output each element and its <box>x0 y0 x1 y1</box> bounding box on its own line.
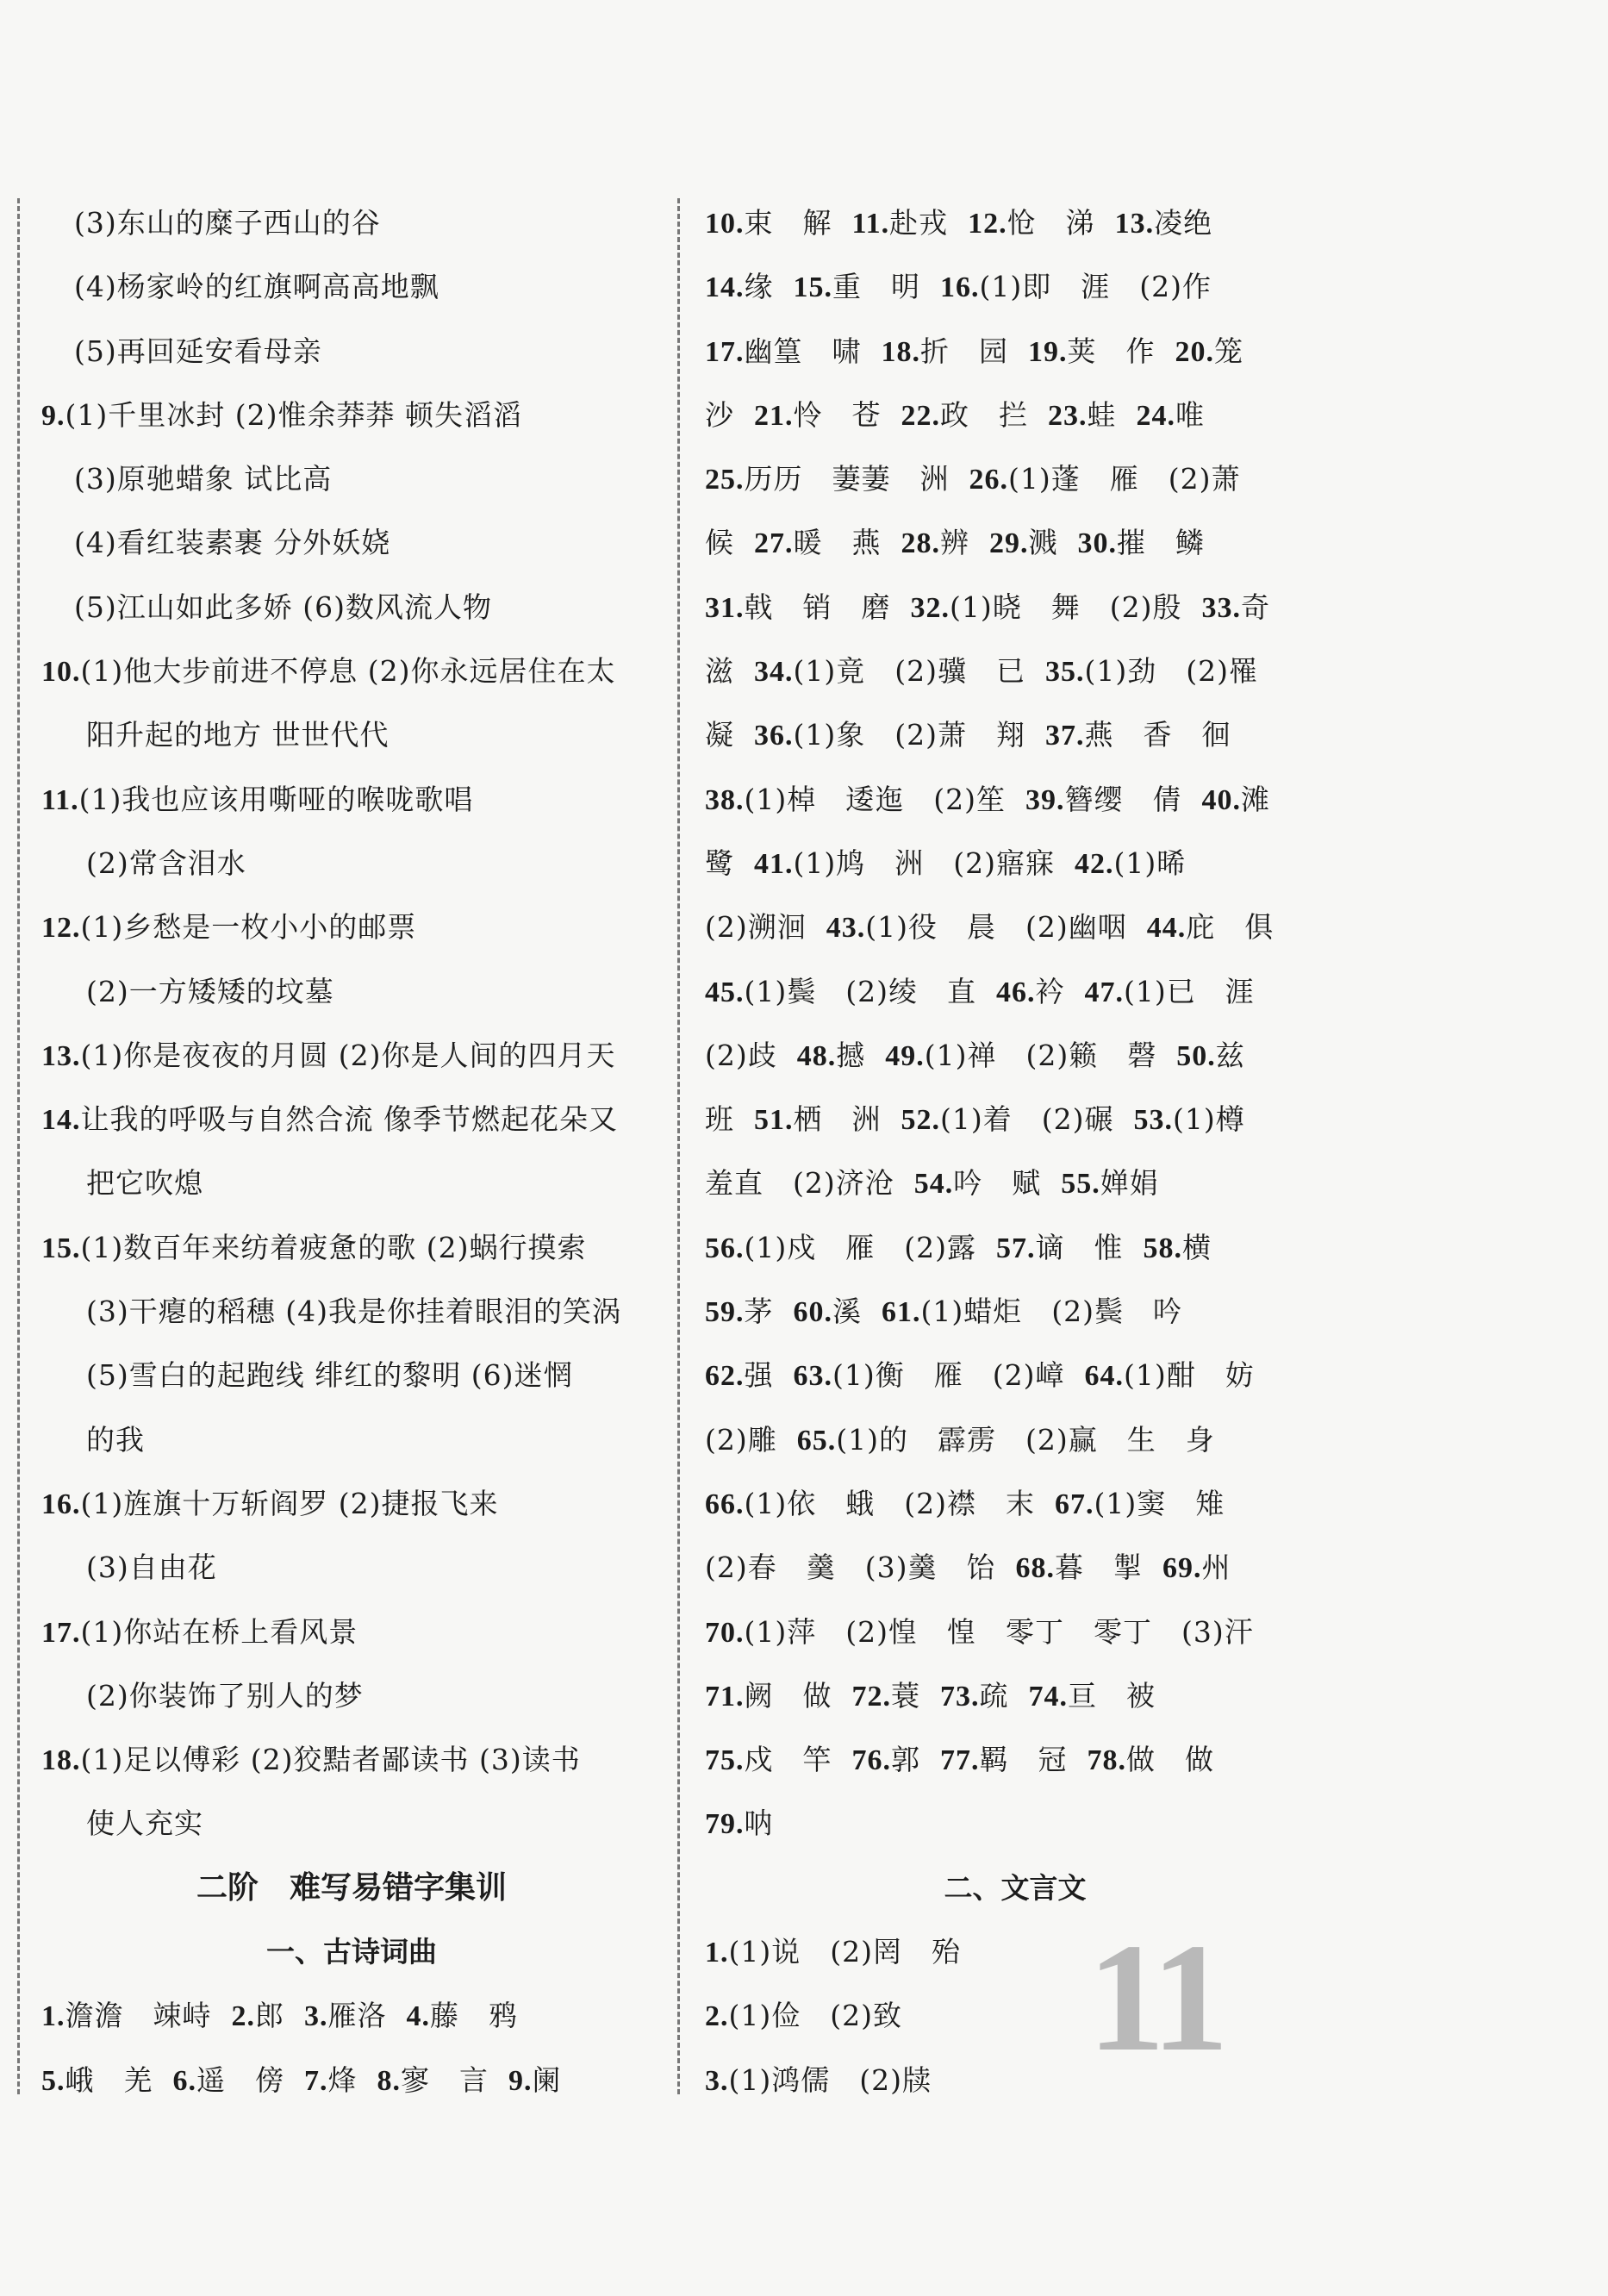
answer-text: 辨 <box>939 526 969 560</box>
answer-text: 笼 <box>1213 334 1243 368</box>
wenyan-answer-list <box>705 1912 1325 2112</box>
answer-text: (1)禅 (2)籁 磬 <box>924 1038 1157 1072</box>
question-number: 34. <box>753 656 794 689</box>
question-number: 15. <box>793 271 832 304</box>
answer-text: 茅 <box>744 1295 774 1329</box>
question-number: 79. <box>705 1808 745 1841</box>
answer-text: 沙 <box>705 397 734 432</box>
answer-line <box>705 1088 1325 1151</box>
question-number: 23. <box>1047 399 1088 432</box>
question-number: 46. <box>995 976 1036 1008</box>
column-divider-dashed-line <box>677 198 680 2094</box>
question-number: 77. <box>939 1744 980 1777</box>
answer-text: (1)着 (2)碾 <box>939 1102 1114 1137</box>
answer-text: 溪 <box>832 1295 862 1329</box>
answer-text: (1)说 (2)罔 殆 <box>728 1935 961 1969</box>
question-number: 73. <box>939 1680 980 1713</box>
question-number: 16. <box>939 271 980 304</box>
answer-text: (1)俭 (2)致 <box>728 1999 902 2033</box>
answer-line <box>705 1216 1325 1280</box>
answer-text: (2)春 羹 (3)羹 饴 <box>705 1550 996 1585</box>
answer-text: 幽篁 啸 <box>744 334 862 368</box>
question-number: 66. <box>705 1488 745 1520</box>
question-number: 62. <box>705 1360 745 1393</box>
question-number: 1. <box>705 1937 729 1969</box>
vocab-answer-list <box>705 191 1325 1856</box>
answer-text: (1)萍 (2)惶 惶 零丁 零丁 (3)汗 <box>744 1614 1254 1649</box>
answer-line <box>705 320 1325 384</box>
answer-line: 使人充实 <box>86 1806 203 1841</box>
answer-line: 11.(1)我也应该用嘶哑的喉咙歌唱 <box>41 782 474 816</box>
answer-line <box>705 1408 1325 1472</box>
answer-text: 横 <box>1181 1230 1212 1264</box>
answer-line <box>705 1664 1325 1728</box>
answer-line: (3)原驰蜡象 试比高 <box>74 462 333 496</box>
answer-line: 阳升起的地方 世世代代 <box>86 718 390 752</box>
question-number: 35. <box>1044 656 1085 689</box>
answer-text: 束 解 <box>744 206 832 240</box>
question-number: 48. <box>796 1039 837 1072</box>
answer-line <box>705 895 1325 959</box>
question-number: 14. <box>41 1104 81 1137</box>
question-number: 51. <box>753 1104 794 1137</box>
answer-text: 呐 <box>744 1806 774 1841</box>
question-number: 64. <box>1084 1360 1124 1393</box>
answer-text: 溅 <box>1028 526 1058 560</box>
answer-line: 13.(1)你是夜夜的月圆 (2)你是人间的四月天 <box>41 1038 616 1072</box>
question-number: 13. <box>1114 208 1155 240</box>
answer-line <box>705 1536 1325 1600</box>
answer-text: (1)役 晨 (2)幽咽 <box>865 910 1127 945</box>
answer-text: (1)晞 <box>1113 845 1187 880</box>
question-number: 31. <box>705 591 745 624</box>
answer-line: 把它吹熄 <box>86 1166 203 1201</box>
question-number: 54. <box>913 1168 954 1201</box>
answer-line <box>705 1280 1325 1344</box>
answer-text: 兹 <box>1215 1038 1245 1072</box>
answer-text: 折 园 <box>919 334 1008 368</box>
answer-line: 15.(1)数百年来纺着疲惫的歌 (2)蜗行摸索 <box>41 1230 587 1264</box>
question-number: 53. <box>1133 1104 1173 1137</box>
question-number: 13. <box>41 1039 81 1072</box>
answer-line: (2)常含泪水 <box>86 845 246 880</box>
question-number: 43. <box>826 912 866 945</box>
question-number: 63. <box>793 1360 832 1393</box>
answer-text: 婵娟 <box>1100 1166 1159 1201</box>
question-number: 22. <box>901 399 940 432</box>
answer-text: 戍 竿 <box>744 1743 832 1777</box>
question-number: 17. <box>705 335 745 368</box>
answer-text: (2)雕 <box>705 1422 777 1457</box>
question-number: 44. <box>1146 912 1187 945</box>
answer-line <box>705 1792 1325 1856</box>
question-number: 12. <box>968 208 1007 240</box>
answer-text: 暮 掣 <box>1054 1550 1143 1585</box>
answer-text: (2)歧 <box>705 1038 777 1072</box>
answer-line <box>705 2049 1325 2112</box>
answer-line <box>705 447 1325 511</box>
answer-text: (1)晓 舞 (2)殷 <box>949 590 1182 624</box>
question-number: 50. <box>1176 1039 1216 1072</box>
question-number: 72. <box>851 1680 891 1713</box>
question-number: 33. <box>1201 591 1241 624</box>
question-number: 11. <box>41 783 79 816</box>
question-number: 76. <box>851 1744 891 1777</box>
answer-text: (1)蓬 雁 (2)萧 <box>1007 462 1241 496</box>
answer-text: (1)象 (2)萧 翔 <box>793 718 1025 752</box>
answer-text: 荚 作 <box>1067 334 1156 368</box>
question-number: 28. <box>901 527 940 560</box>
answer-text: 怜 苍 <box>793 397 882 432</box>
answer-text: 簪缨 倩 <box>1064 782 1182 816</box>
answer-line: 9.(1)千里冰封 (2)惟余莽莽 顿失滔滔 <box>41 397 522 432</box>
left-column <box>41 191 662 2112</box>
answer-text: 班 <box>705 1102 734 1137</box>
answer-text: 历历 萋萋 洲 <box>744 462 950 496</box>
answer-text: (1)的 霹雳 (2)赢 生 身 <box>836 1422 1215 1457</box>
answer-text: 强 <box>744 1358 774 1393</box>
answer-line <box>705 255 1325 319</box>
question-number: 38. <box>705 783 745 816</box>
answer-line: 12.(1)乡愁是一枚小小的邮票 <box>41 910 417 945</box>
answer-line: 10.(1)他大步前进不停息 (2)你永远居住在太 <box>41 654 616 689</box>
answer-line: (4)看红装素裹 分外妖娆 <box>74 526 391 560</box>
question-number: 3. <box>705 2064 729 2097</box>
answer-text: (1)鸠 洲 (2)寤寐 <box>793 845 1055 880</box>
answer-text: (1)棹 逶迤 (2)笙 <box>744 782 1006 816</box>
answer-text: 重 明 <box>832 270 920 304</box>
answer-text: 阙 做 <box>744 1678 832 1713</box>
answer-text: 摧 鳞 <box>1116 526 1205 560</box>
answer-text: (1)即 涯 (2)作 <box>979 270 1212 304</box>
answer-text: (1)鸿儒 (2)牍 <box>728 2062 932 2097</box>
answer-line: (2)你装饰了别人的梦 <box>86 1678 364 1713</box>
answer-text: (1)鬓 (2)绫 直 <box>744 974 976 1008</box>
question-number: 14. <box>705 271 745 304</box>
answer-text: 郭 <box>890 1743 920 1777</box>
answer-line: 1.澹澹 竦峙 2.郎 3.雁洛 4.藤 鸦 <box>41 1999 518 2033</box>
answer-text: 蛙 <box>1087 397 1117 432</box>
answer-text: 羞直 (2)济沧 <box>705 1166 894 1201</box>
question-number: 70. <box>705 1616 745 1649</box>
question-number: 69. <box>1162 1552 1202 1585</box>
question-number: 32. <box>910 591 950 624</box>
answer-line: 的我 <box>86 1422 145 1457</box>
answer-text: 撼 <box>836 1038 866 1072</box>
answer-text: (1)酣 妨 <box>1123 1358 1255 1393</box>
answer-text: (1)窦 雉 <box>1094 1486 1225 1520</box>
question-number: 12. <box>41 912 81 945</box>
question-number: 68. <box>1015 1552 1055 1585</box>
question-number: 59. <box>705 1296 745 1329</box>
answer-text: 唯 <box>1175 397 1205 432</box>
question-number: 55. <box>1061 1168 1100 1201</box>
question-number: 65. <box>796 1424 837 1457</box>
question-number: 10. <box>41 656 81 689</box>
question-number: 45. <box>705 976 745 1008</box>
question-number: 47. <box>1084 976 1124 1008</box>
answer-text: 缘 <box>744 270 774 304</box>
answer-line: (5)雪白的起跑线 绯红的黎明 (6)迷惘 <box>86 1358 573 1393</box>
answer-text: 政 拦 <box>939 397 1028 432</box>
answer-text: 滩 <box>1240 782 1270 816</box>
answer-text: 吟 赋 <box>953 1166 1042 1201</box>
answer-line: (4)杨家岭的红旗啊高高地飘 <box>74 270 439 304</box>
answer-text: 做 做 <box>1125 1743 1214 1777</box>
question-number: 18. <box>41 1744 81 1777</box>
answer-text: 鹭 <box>705 845 734 880</box>
question-number: 27. <box>753 527 794 560</box>
question-number: 74. <box>1028 1680 1068 1713</box>
answer-text: 燕 香 徊 <box>1084 718 1231 752</box>
answer-text: (1)竟 (2)骥 已 <box>793 654 1025 689</box>
question-number: 37. <box>1044 720 1085 752</box>
question-number: 16. <box>41 1488 81 1520</box>
answer-text: 亘 被 <box>1067 1678 1156 1713</box>
answer-text: 庇 俱 <box>1186 910 1275 945</box>
answer-text: 栖 洲 <box>793 1102 882 1137</box>
question-number: 41. <box>753 847 794 880</box>
question-number: 26. <box>969 464 1008 496</box>
question-number: 60. <box>793 1296 832 1329</box>
question-number: 58. <box>1143 1232 1182 1264</box>
answer-line <box>705 1344 1325 1407</box>
answer-text: 暖 燕 <box>793 526 882 560</box>
answer-text: 凌绝 <box>1154 206 1213 240</box>
answer-text: 州 <box>1201 1550 1231 1585</box>
answer-line: (3)干瘪的稻穗 (4)我是你挂着眼泪的笑涡 <box>86 1295 621 1329</box>
answer-line <box>705 1920 1325 1984</box>
answer-line <box>705 1984 1325 2048</box>
answer-text: (1)已 涯 <box>1123 974 1255 1008</box>
answer-line <box>705 511 1325 575</box>
question-number: 24. <box>1136 399 1175 432</box>
answer-text: (2)溯洄 <box>705 910 807 945</box>
question-number: 21. <box>753 399 794 432</box>
question-number: 42. <box>1074 847 1114 880</box>
answer-text: 谪 惟 <box>1035 1230 1124 1264</box>
answer-text: (1)戍 雁 (2)露 <box>744 1230 976 1264</box>
answer-line <box>705 960 1325 1024</box>
answer-line <box>705 1728 1325 1792</box>
answer-line: (2)一方矮矮的坟墓 <box>86 974 334 1008</box>
section-title: 二阶 难写易错字集训 <box>196 1869 507 1906</box>
question-number: 61. <box>881 1296 921 1329</box>
question-number: 9. <box>41 399 65 432</box>
question-number: 20. <box>1175 335 1214 368</box>
answer-line: (3)自由花 <box>86 1550 217 1585</box>
question-number: 17. <box>41 1616 81 1649</box>
answer-text: 蓑 <box>890 1678 920 1713</box>
question-number: 78. <box>1087 1744 1126 1777</box>
answer-line <box>705 703 1325 767</box>
right-column <box>705 191 1325 2112</box>
answer-text: (1)蜡炬 (2)鬓 吟 <box>920 1295 1182 1329</box>
answer-line <box>705 832 1325 895</box>
answer-line: 5.峨 羌 6.遥 傍 7.烽 8.寥 言 9.阑 <box>41 2062 562 2097</box>
answer-text: 奇 <box>1240 590 1270 624</box>
answer-line <box>705 191 1325 255</box>
question-number: 40. <box>1201 783 1241 816</box>
question-number: 36. <box>753 720 794 752</box>
answer-line <box>705 1600 1325 1664</box>
answer-line <box>705 576 1325 640</box>
answer-line <box>705 384 1325 447</box>
answer-line <box>705 640 1325 703</box>
answer-text: 羁 冠 <box>979 1743 1068 1777</box>
question-number: 56. <box>705 1232 745 1264</box>
left-margin-dashed-line <box>17 198 20 2094</box>
question-number: 67. <box>1054 1488 1094 1520</box>
question-number: 25. <box>705 464 745 496</box>
question-number: 29. <box>988 527 1029 560</box>
question-number: 19. <box>1027 335 1068 368</box>
answer-line <box>705 768 1325 832</box>
answer-line: 14.让我的呼吸与自然合流 像季节燃起花朵又 <box>41 1102 618 1137</box>
answer-line: 17.(1)你站在桥上看风景 <box>41 1614 358 1649</box>
question-number: 30. <box>1077 527 1117 560</box>
question-number: 18. <box>881 335 920 368</box>
answer-line: (5)江山如此多娇 (6)数风流人物 <box>74 590 492 624</box>
answer-text: 赴戎 <box>889 206 949 240</box>
question-number: 49. <box>885 1039 925 1072</box>
answer-text: (1)劲 (2)罹 <box>1084 654 1258 689</box>
question-number: 10. <box>705 208 745 240</box>
question-number: 11. <box>851 208 890 240</box>
question-number: 15. <box>41 1232 81 1264</box>
answer-text: (1)樽 <box>1172 1102 1245 1137</box>
answer-line <box>705 1024 1325 1088</box>
answer-line <box>705 1151 1325 1215</box>
question-number: 75. <box>705 1744 745 1777</box>
subsection-title: 一、古诗词曲 <box>266 1935 437 1969</box>
answer-line: 18.(1)足以傅彩 (2)狡黠者鄙读书 (3)读书 <box>41 1743 581 1777</box>
question-number: 52. <box>901 1104 940 1137</box>
answer-line <box>705 1472 1325 1536</box>
answer-text: (1)依 蛾 (2)襟 末 <box>744 1486 1035 1520</box>
question-number: 39. <box>1025 783 1065 816</box>
answer-text: (1)衡 雁 (2)嶂 <box>832 1358 1065 1393</box>
page-number: 11 <box>1088 1912 1225 2083</box>
answer-line: (5)再回延安看母亲 <box>74 334 322 368</box>
answer-line: 16.(1)旌旗十万斩阎罗 (2)捷报飞来 <box>41 1486 499 1520</box>
question-number: 71. <box>705 1680 745 1713</box>
question-number: 57. <box>995 1232 1036 1264</box>
answer-text: 怆 涕 <box>1007 206 1095 240</box>
subsection-title: 二、文言文 <box>944 1870 1087 1905</box>
answer-text: 疏 <box>979 1678 1009 1713</box>
answer-text: 衿 <box>1035 974 1065 1008</box>
answer-text: 候 <box>705 526 734 560</box>
answer-line: (3)东山的糜子西山的谷 <box>74 206 381 240</box>
answer-text: 凝 <box>705 718 734 752</box>
answer-text: 滋 <box>705 654 734 689</box>
question-number: 2. <box>705 2000 729 2033</box>
answer-text: 戟 销 磨 <box>744 590 891 624</box>
